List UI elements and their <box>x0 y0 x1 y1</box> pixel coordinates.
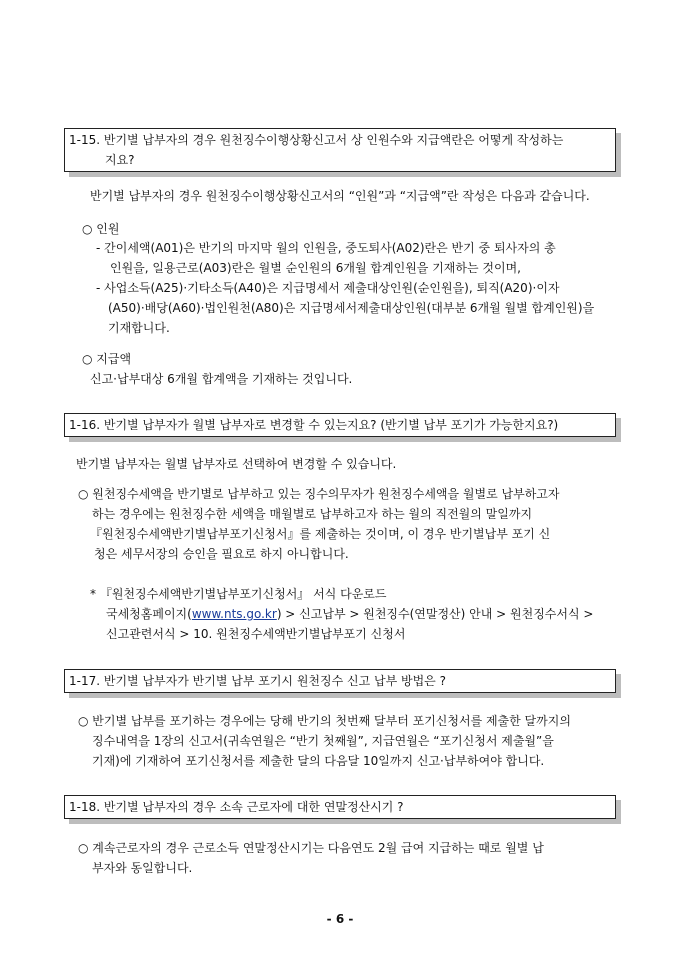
question-box-1-16 <box>64 413 616 437</box>
dash-item-line: - 사업소득(A25)·기타소득(A40)은 지급명세서 제출대상인원(순인원을), 퇴직(A20)·이자 <box>96 281 560 295</box>
nts-website-link[interactable]: www.nts.go.kr <box>191 607 277 621</box>
paragraph-line: ○ 계속근로자의 경우 근로소득 연말정산시기는 다음연도 2월 급여 지급하는 때로 월별 납 <box>78 841 544 855</box>
question-title-line2: 지요? <box>105 153 135 167</box>
dash-item-line: 인원을, 일용근로(A03)란은 월별 순인원의 6개월 합계인원을 기재하는 것이며, <box>110 261 521 275</box>
question-title: 1-16. 반기별 납부자가 월별 납부자로 변경할 수 있는지요? (반기별 납부 포기가 가능한지요?) <box>69 418 559 432</box>
paragraph-line: 하는 경우에는 원천징수한 세액을 매월별로 납부하고자 하는 월의 직전월의 말일까지 <box>92 507 533 521</box>
note-path-line <box>106 604 593 624</box>
paragraph-line: 청은 세무서장의 승인을 필요로 하지 아니합니다. <box>94 547 349 561</box>
note-path-prefix: 국세청홈페이지( <box>106 607 192 621</box>
dash-item-line: 기재합니다. <box>108 321 170 335</box>
dash-item-line: - 간이세액(A01)은 반기의 마지막 월의 인원을, 중도퇴사(A02)란은 반기 중 퇴사자의 총 <box>96 241 556 255</box>
note-path-line: 신고관련서식 > 10. 원천징수세액반기별납부포기 신청서 <box>106 627 406 641</box>
paragraph-line: 『원천징수세액반기별납부포기신청서』를 제출하는 것이며, 이 경우 반기별납부 포기 신 <box>90 527 551 541</box>
answer-intro: 반기별 납부자의 경우 원천징수이행상황신고서의 “인원”과 “지급액”란 작성은 다음과 같습니다. <box>90 189 590 203</box>
bullet-heading-payment: ○ 지급액 <box>82 352 132 366</box>
question-title: 1-18. 반기별 납부자의 경우 소속 근로자에 대한 연말정산시기 ? <box>69 800 404 814</box>
answer-line: 반기별 납부자는 월별 납부자로 선택하여 변경할 수 있습니다. <box>76 457 397 471</box>
paragraph-line: ○ 반기별 납부를 포기하는 경우에는 당해 반기의 첫번째 달부터 포기신청서를 제출한 달까지의 <box>78 714 571 728</box>
paragraph-line: 기재)에 기재하여 포기신청서를 제출한 달의 다음달 10일까지 신고·납부하여야 합니다. <box>92 754 545 768</box>
question-box-1-17 <box>64 669 616 693</box>
paragraph-line: 부자와 동일합니다. <box>92 861 193 875</box>
question-title-line1: 1-15. 반기별 납부자의 경우 원천징수이행상황신고서 상 인원수와 지급액란은 어떻게 작성하는 <box>69 133 564 147</box>
bullet-heading-personnel: ○ 인원 <box>82 222 120 236</box>
question-box-1-15 <box>64 128 616 172</box>
note-heading: * 『원천징수세액반기별납부포기신청서』 서식 다운로드 <box>90 587 387 601</box>
page-number: - 6 - <box>326 912 354 926</box>
question-title: 1-17. 반기별 납부자가 반기별 납부 포기시 원천징수 신고 납부 방법은 ? <box>69 674 446 688</box>
paragraph-line: ○ 원천징수세액을 반기별로 납부하고 있는 징수의무자가 원천징수세액을 월별로 납부하고자 <box>78 487 560 501</box>
question-box-1-18 <box>64 795 616 819</box>
note-path-suffix: ) > 신고납부 > 원천징수(연말정산) 안내 > 원천징수서식 > <box>276 607 594 621</box>
paragraph-line: 징수내역을 1장의 신고서(귀속연월은 “반기 첫째월”, 지급연월은 “포기신청서 제출월”을 <box>92 734 554 748</box>
bullet-body: 신고·납부대상 6개월 합계액을 기재하는 것입니다. <box>90 372 353 386</box>
dash-item-line: (A50)·배당(A60)·법인원천(A80)은 지급명세서제출대상인원(대부분 6개월 월별 합계인원)을 <box>108 301 595 315</box>
